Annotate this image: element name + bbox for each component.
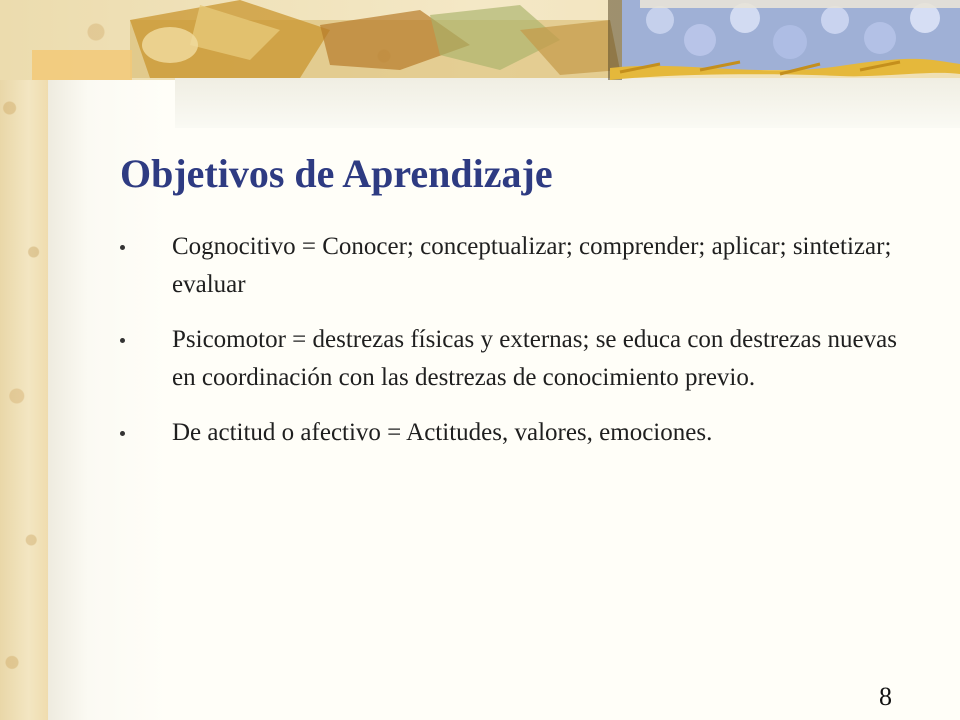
page-number: 8 [879,682,892,711]
list-item-text: Psicomotor = destrezas físicas y externas; se educa con destrezas nuevas en coordinación con las destrezas de conocimiento previo. [172,326,897,391]
slide-title: Objetivos de Aprendizaje [120,151,553,196]
list-item-text: Cognocitivo = Conocer; conceptualizar; comprender; aplicar; sintetizar; evaluar [172,233,892,298]
bullet-icon [120,431,125,436]
bullet-icon [120,338,125,343]
list-item [120,228,920,304]
bullet-icon [120,245,125,250]
decorative-banner-art [0,0,960,130]
list-item-text: De actitud o afectivo = Actitudes, valores, emociones. [172,419,713,446]
list-item [120,414,920,452]
objectives-list [120,228,920,469]
list-item [120,321,920,397]
